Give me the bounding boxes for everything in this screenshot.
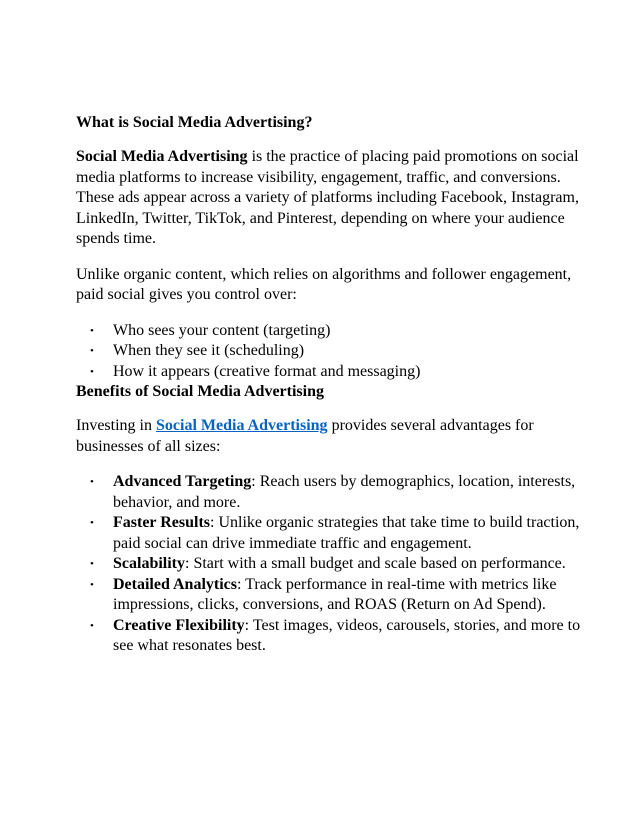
bullet-icon: •: [90, 324, 94, 337]
list-item: [90, 575, 598, 616]
section1-intro-paragraph: [76, 147, 598, 250]
bullet-icon: •: [90, 558, 94, 570]
benefit-text: : Unlike organic strategies that take time to build traction, paid social can drive immediate traffic and engagement.: [113, 514, 580, 552]
section-heading-benefits: Benefits of Social Media Advertising: [76, 383, 324, 400]
list-item: [90, 362, 598, 383]
intro-post-text: provides several advantages for businesses of all sizes:: [76, 417, 534, 455]
bullet-icon: •: [90, 517, 94, 529]
bullet-icon: •: [90, 476, 94, 488]
section2-intro-paragraph: [76, 416, 598, 457]
benefit-text: : Test images, videos, carousels, stories, and more to see what resonates best.: [113, 616, 581, 654]
list-item: [90, 616, 598, 657]
bullet-icon: •: [90, 365, 94, 378]
list-item: [90, 341, 598, 362]
benefit-title: Creative Flexibility: [113, 616, 245, 634]
list-item: [90, 513, 598, 554]
list-item: [90, 472, 598, 513]
intro-bold-term: Social Media Advertising: [76, 148, 248, 165]
benefits-list: [76, 472, 598, 657]
benefit-title: Scalability: [113, 555, 186, 572]
section-heading-what-is: What is Social Media Advertising?: [76, 114, 313, 131]
section1-second-paragraph: Unlike organic content, which relies on algorithms and follower engagement, paid social gives you control over:: [76, 265, 572, 303]
control-list: [76, 321, 598, 383]
list-item-text: How it appears (creative format and messaging): [113, 362, 421, 380]
benefit-title: Faster Results: [113, 514, 211, 531]
benefit-text: : Reach users by demographics, location, interests, behavior, and more.: [113, 473, 576, 511]
intro-rest-text: is the practice of placing paid promotions on social media platforms to increase visibility, engagement, traffic, and conversions. These ads appear across a variety of platforms including Facebook, Instagram, LinkedIn, Twitter, TikTok, and Pinterest, depending on where your audience spends time.: [76, 148, 579, 247]
benefit-text: : Track performance in real-time with metrics like impressions, clicks, conversions, and ROAS (Return on Ad Spend).: [113, 575, 557, 613]
benefit-text: : Start with a small budget and scale based on performance.: [185, 555, 566, 572]
social-media-advertising-link[interactable]: Social Media Advertising: [156, 417, 328, 434]
bullet-icon: •: [90, 345, 94, 357]
bullet-icon: •: [90, 619, 94, 632]
bullet-icon: •: [90, 578, 94, 591]
benefit-title: Detailed Analytics: [113, 575, 237, 593]
list-item: [90, 554, 598, 575]
benefit-title: Advanced Targeting: [113, 473, 252, 490]
intro-pre-text: Investing in: [76, 417, 156, 434]
list-item-text: When they see it (scheduling): [113, 342, 305, 359]
list-item-text: Who sees your content (targeting): [113, 321, 331, 339]
list-item: [90, 321, 598, 342]
